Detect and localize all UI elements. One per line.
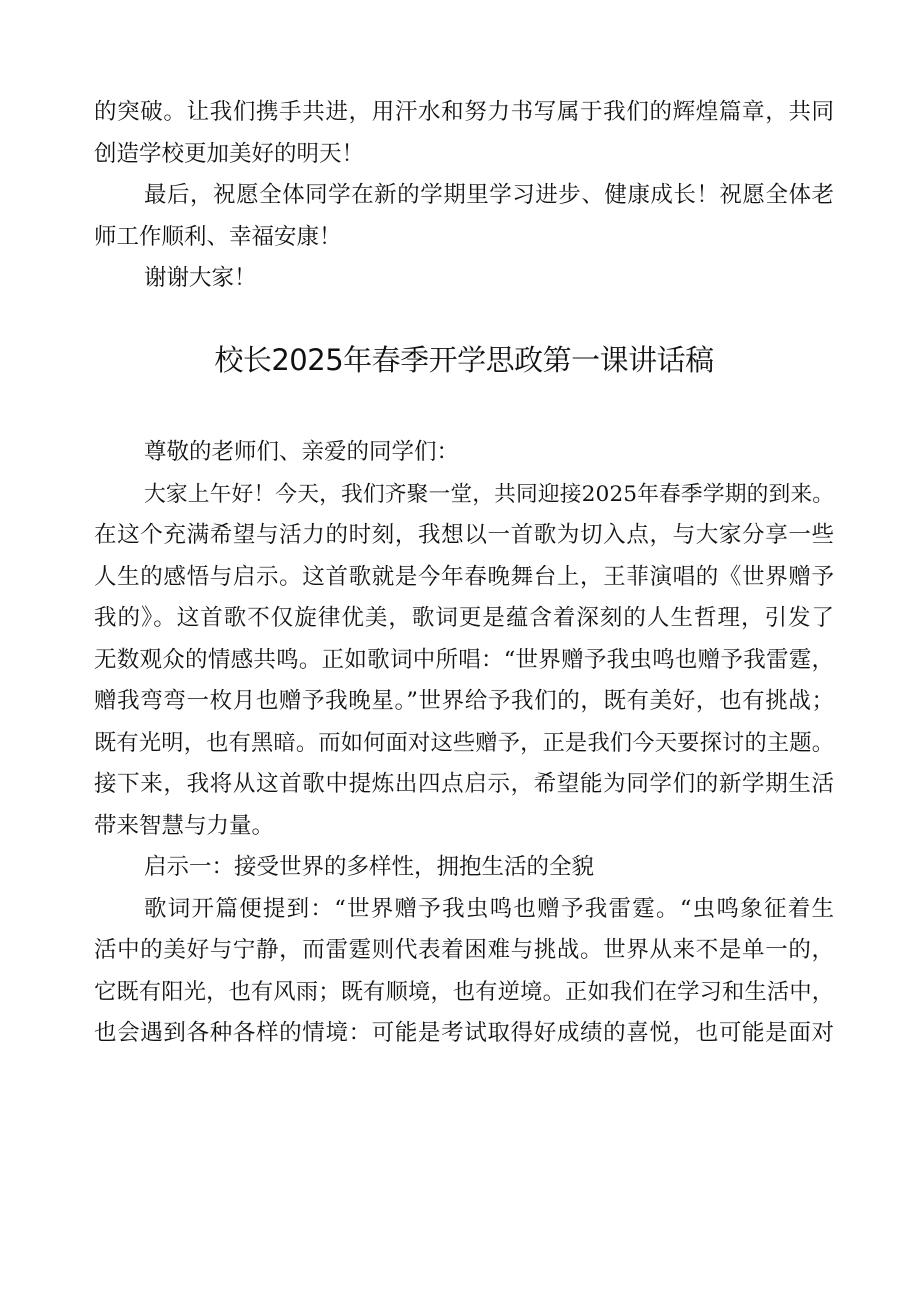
paragraph-line: 大家上午好！今天，我们齐聚一堂，共同迎接2025年春季学期的到来。 — [144, 481, 834, 507]
paragraph-line: 歌词开篇便提到：“世界赠予我虫鸣也赠予我雷霆。“虫鸣象征着生 — [144, 895, 834, 922]
paragraph-line: 在这个充满希望与活力的时刻，我想以一首歌为切入点，与大家分享一些 — [94, 522, 834, 548]
paragraph-line: 带来智慧与力量。 — [94, 812, 275, 839]
paragraph-line: 创造学校更加美好的明天！ — [94, 140, 365, 167]
section-heading: 启示一：接受世界的多样性，拥抱生活的全貌 — [144, 854, 595, 880]
paragraph-line: 无数观众的情感共鸣。正如歌词中所唱：“世界赠予我虫鸣也赠予我雷霆， — [94, 646, 834, 673]
paragraph-line: 接下来，我将从这首歌中提炼出四点启示，希望能为同学们的新学期生活 — [94, 771, 834, 797]
paragraph-line: 谢谢大家！ — [144, 265, 257, 291]
paragraph-line: 我的》。这首歌不仅旋律优美，歌词更是蕴含着深刻的人生哲理，引发了 — [94, 605, 834, 631]
paragraph-line: 它既有阳光，也有风雨；既有顺境，也有逆境。正如我们在学习和生活中， — [94, 978, 834, 1005]
paragraph-line: 最后，祝愿全体同学在新的学期里学习进步、健康成长！祝愿全体老 — [144, 182, 834, 208]
salutation-line: 尊敬的老师们、亲爱的同学们： — [144, 439, 460, 465]
paragraph-line: 师工作顺利、幸福安康！ — [94, 223, 342, 250]
document-title: 校长2025年春季开学思政第一课讲话稿 — [214, 343, 714, 377]
paragraph-line: 也会遇到各种各样的情境：可能是考试取得好成绩的喜悦，也可能是面对 — [94, 1020, 834, 1046]
paragraph-line: 赠我弯弯一枚月也赠予我晚星。”世界给予我们的，既有美好，也有挑战； — [94, 688, 834, 714]
paragraph-line: 活中的美好与宁静，而雷霆则代表着困难与挑战。世界从来不是单一的， — [94, 937, 834, 963]
paragraph-line: 人生的感悟与启示。这首歌就是今年春晚舞台上，王菲演唱的《世界赠予 — [94, 563, 834, 590]
paragraph-line: 既有光明，也有黑暗。而如何面对这些赠予，正是我们今天要探讨的主题。 — [94, 729, 834, 756]
paragraph-line: 的突破。让我们携手共进，用汗水和努力书写属于我们的辉煌篇章，共同 — [94, 99, 834, 125]
